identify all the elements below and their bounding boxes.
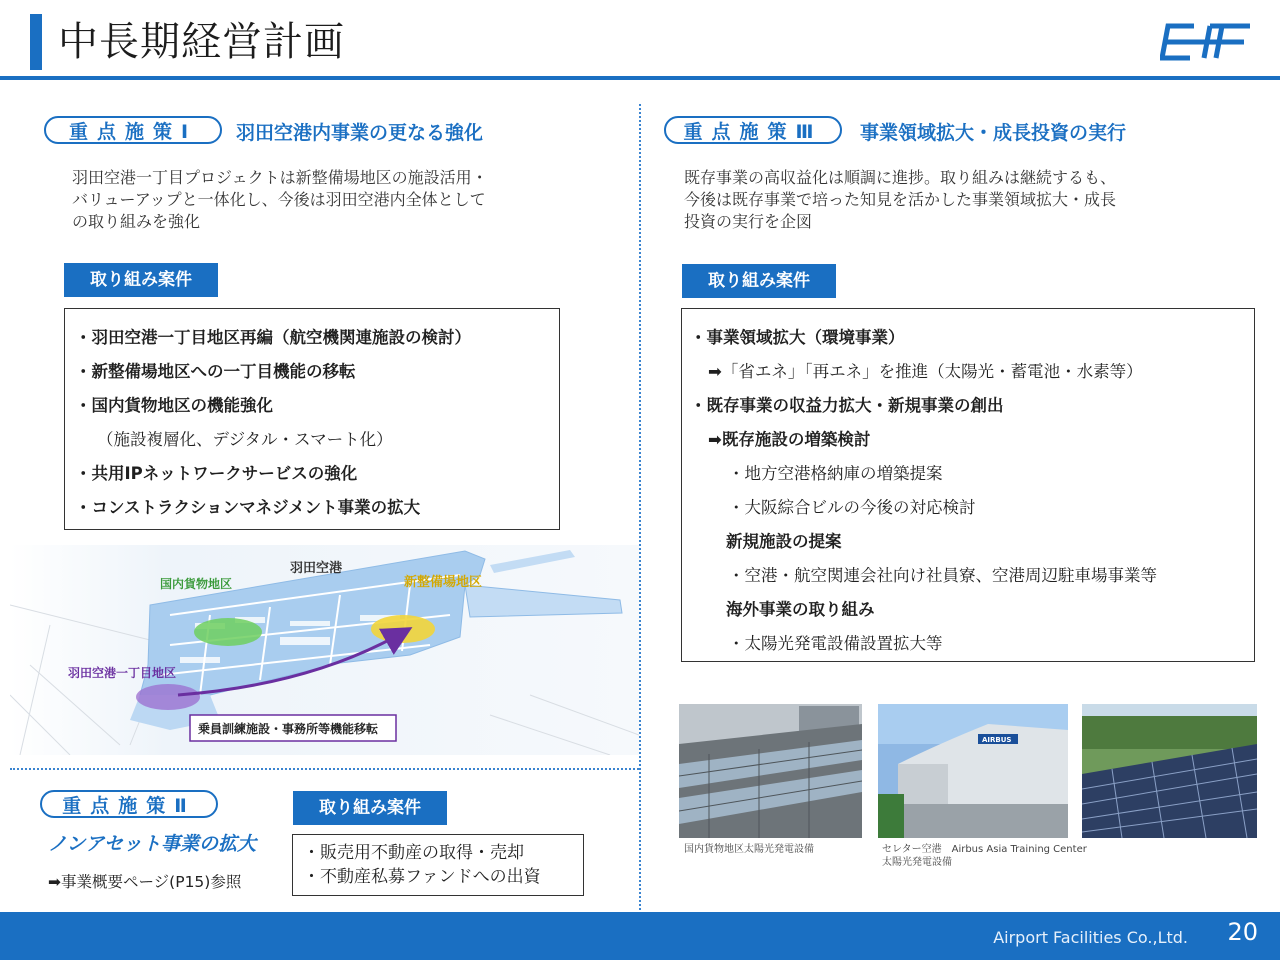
list-item: ・大阪綜合ビルの今後の対応検討 (728, 498, 976, 517)
photo-solar-panels (1082, 704, 1257, 838)
section3-title: 事業領域拡大・成長投資の実行 (860, 122, 1127, 144)
company-name: Airport Facilities Co.,Ltd. (993, 928, 1188, 947)
caption-line: 太陽光発電設備 (882, 857, 952, 868)
section3-box (681, 308, 1255, 662)
section3-tag: 取り組み案件 (682, 264, 836, 298)
desc-line: 今後は既存事業で培った知見を活かした事業領域拡大・成長 (684, 190, 1117, 209)
list-item: ・コンストラクションマネジメント事業の拡大 (75, 498, 421, 517)
horizontal-divider (10, 768, 639, 770)
section1-description (72, 167, 488, 233)
list-item: ・販売用不動産の取得・売却 (303, 843, 524, 863)
list-item: ➡「省エネ」「再エネ」を推進（太陽光・蓄電池・水素等） (708, 362, 1143, 381)
photo-caption (882, 843, 1087, 869)
list-item: ・空港・航空関連会社向け社員寮、空港周辺駐車場事業等 (728, 566, 1157, 585)
map-label-airport: 羽田空港 (290, 561, 343, 576)
map-label-relocation: 乗員訓練施設・事務所等機能移転 (198, 722, 379, 736)
section1-box (64, 308, 560, 530)
desc-line: の取り組みを強化 (72, 212, 201, 231)
list-item: ・共用IPネットワークサービスの強化 (75, 464, 358, 483)
list-item: 新規施設の提案 (726, 532, 842, 551)
page-number: 20 (1227, 918, 1258, 946)
desc-line: バリューアップと一体化し、今後は羽田空港内全体として (72, 190, 486, 209)
section2-tag: 取り組み案件 (293, 791, 447, 825)
airport-map (10, 545, 639, 755)
section1-title: 羽田空港内事業の更なる強化 (236, 122, 484, 144)
list-item: 海外事業の取り組み (726, 600, 875, 619)
section1-pill: 重点施策Ⅰ (44, 116, 222, 144)
airbus-sign: AIRBUS (982, 736, 1012, 744)
section2-box (292, 834, 584, 896)
map-label-maintenance: 新整備場地区 (404, 575, 483, 590)
desc-line: 既存事業の高収益化は順調に進捗。取り組みは継続するも、 (684, 168, 1117, 187)
list-item: ・事業領域拡大（環境事業） (690, 328, 905, 347)
section1-tag: 取り組み案件 (64, 263, 218, 297)
section2-note: ➡事業概要ページ(P15)参照 (48, 873, 242, 891)
caption-line: セレター空港 Airbus Asia Training Center (882, 844, 1087, 855)
section3-pill: 重点施策Ⅲ (664, 116, 842, 144)
list-item: ・太陽光発電設備設置拡大等 (728, 634, 943, 653)
photo-airbus-center (878, 704, 1068, 838)
map-label-cargo: 国内貨物地区 (160, 577, 233, 591)
vertical-divider (639, 104, 641, 910)
section2-title: ノンアセット事業の拡大 (48, 833, 257, 855)
list-item: ・羽田空港一丁目地区再編（航空機関連施設の検討） (75, 328, 471, 347)
desc-line: 羽田空港一丁目プロジェクトは新整備場地区の施設活用・ (72, 168, 488, 187)
section3-description (684, 167, 1116, 233)
company-logo (1160, 20, 1252, 64)
list-item: ・新整備場地区への一丁目機能の移転 (75, 362, 356, 381)
list-item: ➡既存施設の増築検討 (708, 430, 871, 449)
photo-caption: 国内貨物地区太陽光発電設備 (684, 844, 814, 855)
photo-cargo-solar (679, 704, 862, 838)
map-label-chome: 羽田空港一丁目地区 (68, 666, 177, 680)
page-title: 中長期経営計画 (58, 19, 345, 65)
header-rule (0, 76, 1280, 80)
list-item: ・不動産私募ファンドへの出資 (303, 867, 541, 887)
list-item: ・国内貨物地区の機能強化 (75, 396, 273, 415)
list-item: ・既存事業の収益力拡大・新規事業の創出 (690, 396, 1004, 415)
title-accent-bar (30, 14, 42, 70)
desc-line: 投資の実行を企図 (684, 212, 813, 231)
list-item: ・地方空港格納庫の増築提案 (728, 464, 943, 483)
section2-pill: 重点施策Ⅱ (40, 790, 218, 818)
list-item: （施設複層化、デジタル・スマート化） (97, 430, 393, 449)
